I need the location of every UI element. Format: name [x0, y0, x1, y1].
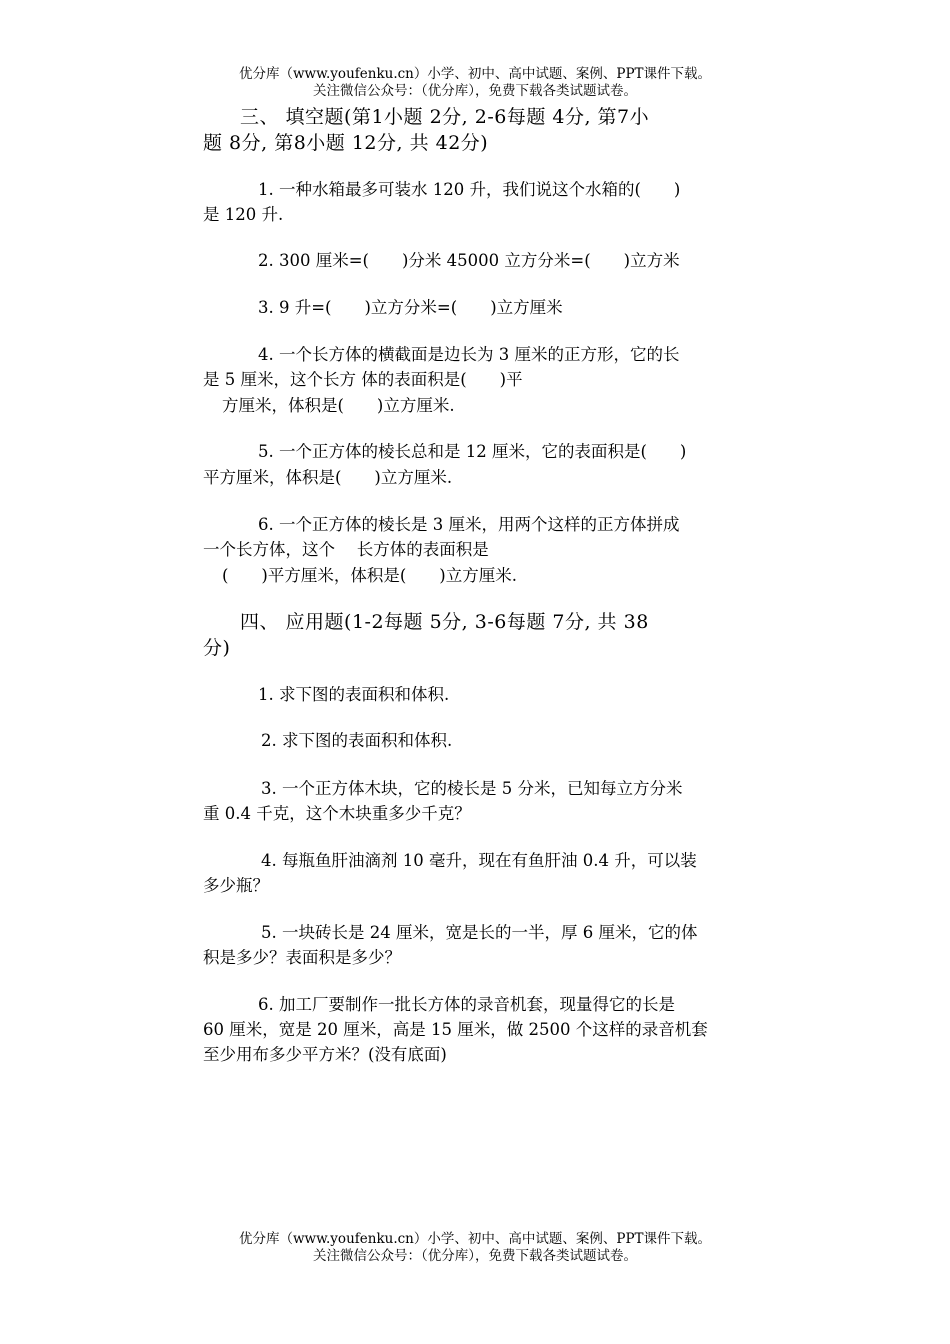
s3-q1-line1: 1. 一种水箱最多可装水 120 升，我们说这个水箱的( )	[258, 180, 681, 199]
s3-q6-line3: ( )平方厘米，体积是( )立方厘米.	[222, 566, 517, 585]
s4-q3-line1: 3. 一个正方体木块，它的棱长是 5 分米，已知每立方分米	[261, 779, 683, 798]
s4-q5-line2: 积是多少？表面积是多少？	[203, 948, 401, 967]
s3-q4-line3: 方厘米，体积是( )立方厘米.	[222, 396, 455, 415]
s4-q1: 1. 求下图的表面积和体积.	[258, 685, 450, 704]
s3-q2: 2. 300 厘米=( )分米 45000 立方分米=( )立方米	[258, 251, 680, 270]
s4-q5-line1: 5. 一块砖长是 24 厘米，宽是长的一半，厚 6 厘米，它的体	[261, 923, 698, 942]
section3-title-line2: 题 8分, 第8小题 12分, 共 42分)	[203, 132, 489, 154]
s4-q2: 2. 求下图的表面积和体积.	[261, 731, 453, 750]
s3-q1-line2: 是 120 升.	[203, 205, 284, 224]
s3-q4-line2: 是 5 厘米，这个长方 体的表面积是( )平	[203, 370, 523, 389]
s3-q5-line1: 5. 一个正方体的棱长总和是 12 厘米，它的表面积是( )	[258, 442, 687, 461]
s3-q3: 3. 9 升=( )立方分米=( )立方厘米	[258, 298, 563, 317]
footer-line-1: 优分库（www.youfenku.cn）小学、初中、高中试题、案例、PPT课件下载。	[238, 1231, 712, 1247]
s4-q6-line3: 至少用布多少平方米？(没有底面)	[203, 1045, 447, 1064]
section4-title-line2: 分)	[203, 637, 231, 659]
s4-q6-line2: 60 厘米，宽是 20 厘米，高是 15 厘米，做 2500 个这样的录音机套	[203, 1020, 708, 1039]
page-footer	[0, 1231, 950, 1265]
s4-q4-line1: 4. 每瓶鱼肝油滴剂 10 毫升，现在有鱼肝油 0.4 升，可以装	[261, 851, 697, 870]
s3-q4-line1: 4. 一个长方体的横截面是边长为 3 厘米的正方形，它的长	[258, 345, 680, 364]
header-line-1: 优分库（www.youfenku.cn）小学、初中、高中试题、案例、PPT课件下载。	[238, 66, 712, 82]
s4-q6-line1: 6. 加工厂要制作一批长方体的录音机套，现量得它的长是	[258, 995, 675, 1014]
s3-q5-line2: 平方厘米，体积是( )立方厘米.	[203, 468, 453, 487]
s4-q4-line2: 多少瓶？	[203, 876, 269, 895]
s4-q3-line2: 重 0.4 千克，这个木块重多少千克？	[203, 804, 471, 823]
page-header	[0, 66, 950, 100]
footer-line-2: 关注微信公众号：（优分库），免费下载各类试题试卷。	[313, 1248, 637, 1264]
s3-q6-line1: 6. 一个正方体的棱长是 3 厘米，用两个这样的正方体拼成	[258, 515, 680, 534]
section4-title-line1: 四、 应用题(1-2每题 5分, 3-6每题 7分, 共 38	[240, 611, 649, 633]
header-line-2: 关注微信公众号：（优分库），免费下载各类试题试卷。	[313, 83, 637, 99]
s3-q6-line2: 一个长方体，这个 长方体的表面积是	[203, 540, 489, 559]
section3-title-line1: 三、 填空题(第1小题 2分, 2-6每题 4分, 第7小	[240, 106, 650, 128]
